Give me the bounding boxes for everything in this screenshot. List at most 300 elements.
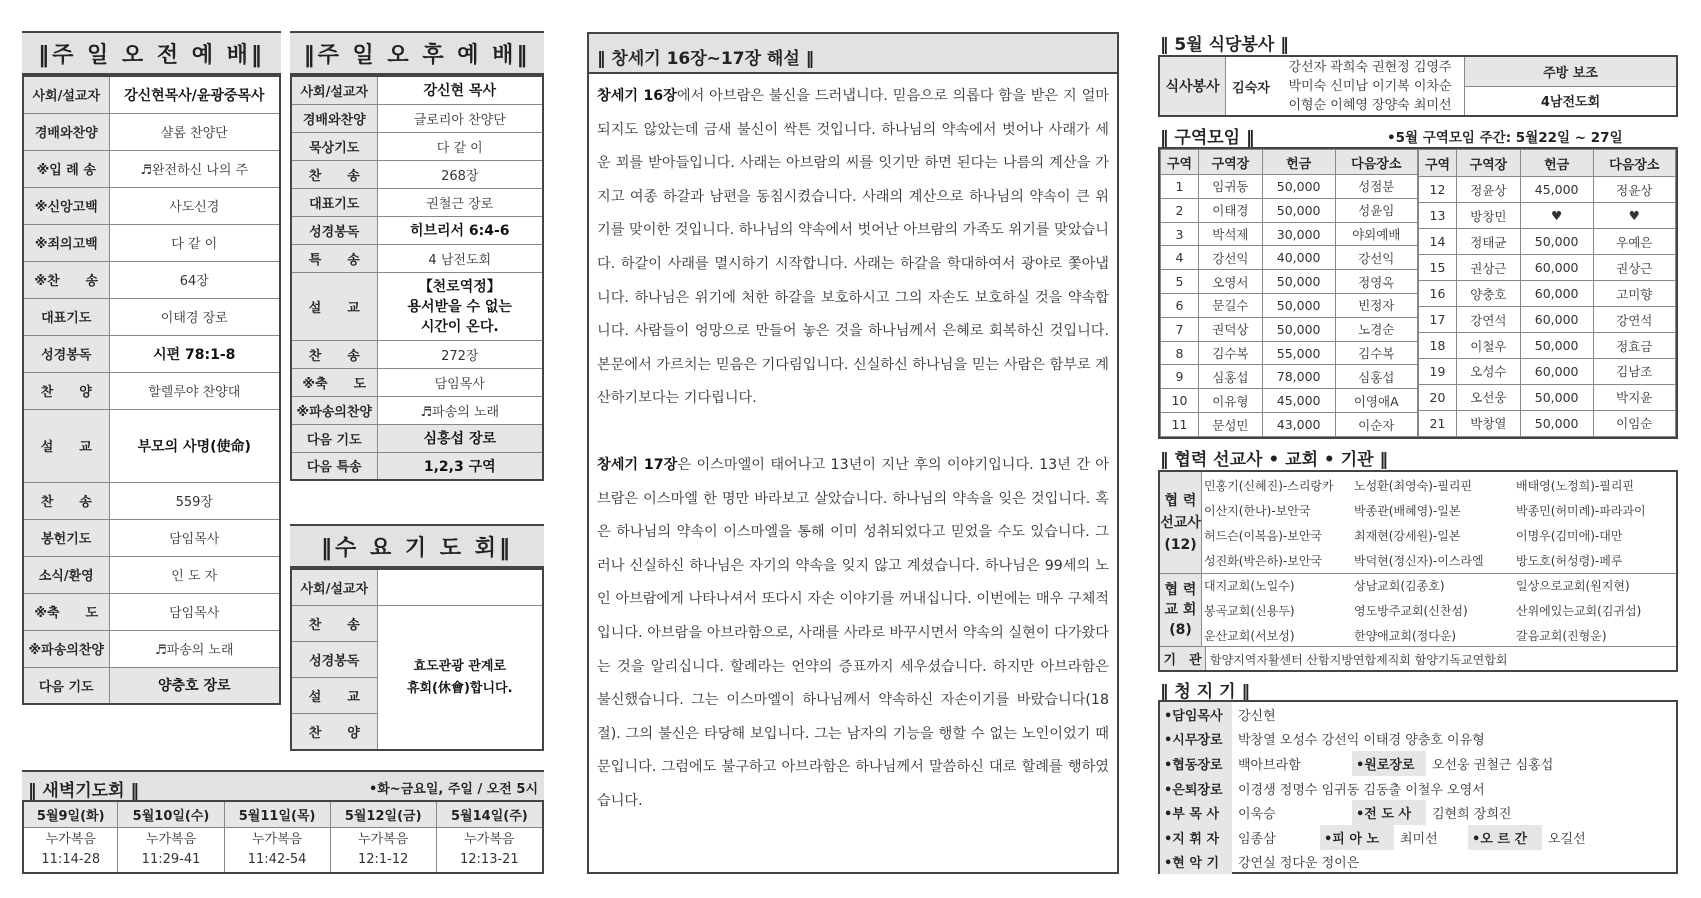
wed-note: 효도관광 관계로 휴회(休會)합니다. (377, 606, 543, 750)
row-label: 사회/설교자 (291, 76, 377, 104)
district-cell: 19 (1419, 359, 1457, 385)
row-label: 찬 양 (291, 713, 377, 750)
row-value: 담임목사 (109, 519, 280, 556)
dawn-refs-row (23, 827, 543, 873)
row-value: 272장 (377, 340, 543, 368)
dawn-book: 누가복음 (358, 831, 409, 847)
row-value: ♬파송의 노래 (109, 630, 280, 667)
district-row (1161, 246, 1418, 270)
cafeteria-name-line: 강선자 곽희숙 권현정 김영주 (1288, 60, 1452, 75)
district-row (1419, 203, 1676, 229)
district-row (1419, 255, 1676, 281)
district-cell: 5 (1161, 270, 1199, 294)
elders-role-label: •피 아 노 (1320, 825, 1394, 850)
elders-role-names: 최미선 (1400, 831, 1438, 847)
elders-role-label: •원로장로 (1352, 751, 1426, 776)
row-value: 사도신경 (109, 187, 280, 224)
dawn-day: 5월12일(금) (330, 801, 436, 827)
missionary-item: 노성환(최영숙)-필리핀 (1354, 478, 1473, 493)
district-row (1161, 294, 1418, 318)
district-cell: 노경순 (1335, 317, 1417, 341)
district-cell: 정효금 (1593, 333, 1675, 359)
district-row (1419, 333, 1676, 359)
row-label: 성경봉독 (291, 216, 377, 244)
elders-role-label: •오 르 간 (1468, 825, 1542, 850)
elders-row (1160, 776, 1676, 801)
commentary-paragraph-17 (597, 449, 1109, 819)
dawn-verse: 11:14-28 (41, 851, 101, 867)
elders-role-names: 박창열 오성수 강선익 이태경 양충호 이유형 (1238, 733, 1485, 749)
district-cell: 7 (1161, 317, 1199, 341)
district-cell: 강선익 (1335, 246, 1417, 270)
district-cell: 심홍섭 (1335, 365, 1417, 389)
elders-row (1160, 751, 1676, 776)
district-cell: ♥ (1593, 203, 1675, 229)
row-value: 인 도 자 (109, 556, 280, 593)
district-cell: 11 (1161, 413, 1199, 437)
district-row (1419, 229, 1676, 255)
district-cell: 문길수 (1199, 294, 1263, 318)
elders-role-names: 백아브라함 (1238, 757, 1301, 773)
wednesday-prayer-title: ‖수 요 기 도 회‖ (290, 524, 544, 568)
missionary-label: 협 력 선교사 (12) (1160, 472, 1202, 573)
service-row (291, 160, 543, 188)
dawn-prayer-table (22, 800, 544, 874)
service-row (23, 630, 280, 667)
row-value: 담임목사 (109, 593, 280, 630)
district-cell: 정영옥 (1335, 270, 1417, 294)
dawn-day: 5월11일(목) (224, 801, 330, 827)
district-cell: 권덕상 (1199, 317, 1263, 341)
service-row (291, 340, 543, 368)
row-value: 히브리서 6:4-6 (377, 216, 543, 244)
district-cell: 박창열 (1457, 410, 1521, 436)
commentary-box (587, 32, 1119, 874)
district-row (1161, 389, 1418, 413)
district-row (1161, 365, 1418, 389)
row-label: 묵상기도 (291, 132, 377, 160)
district-cell: 김수복 (1335, 341, 1417, 365)
commentary-body (589, 74, 1117, 818)
dawn-prayer-time: •화~금요일, 주일 / 오전 5시 (368, 782, 538, 797)
chapter-17-text: 은 이스마엘이 태어나고 13년이 지난 후의 이야기입니다. 13년 간 아브람은 이스마엘 한 명만 바라보고 살았습니다. 하나님의 약속을 잊은 것입니다. 혹은 하나님의 약속이 이스마엘을 통해 이미 성취되었다고 믿었을 수도 있습니다. 그러나 신실하신 하나님은 자기의 약속을 잊지 않고 계셨습니다. 하나님은 99세의 노인 아브람에게 나타나셔서 또다시 자손 이야기를 꺼내십니다. 이번에는 매우 구체적입니다. 아브람을 아브라함으로, 사래를 사라로 바꾸시면서 약속의 실현이 다가왔다는 것을 알리십니다. 할례라는 언약의 증표까지 세우셨습니다. 하지만 아브라함은 불신했습니다. 그는 이스마엘이 하나님께서 약속하신 자손이기를 바랐습니다(18절). 그의 불신은 타당해 보입니다. 그는 남자의 기능을 행할 수 없는 노인이었기 때문입니다. 그럼에도 불구하고 아브라함은 하나님께서 말씀하신 대로 할례를 행하였습니다. (597, 456, 1109, 809)
district-row (1161, 222, 1418, 246)
row-value: 다 같 이 (109, 224, 280, 261)
district-cell: 17 (1419, 307, 1457, 333)
elders-role-label: •지 휘 자 (1160, 825, 1232, 850)
district-cell: 18 (1419, 333, 1457, 359)
church-item: 일상으로교회(원지현) (1516, 578, 1630, 593)
row-value: 글로리아 찬양단 (377, 104, 543, 132)
missionary-item: 민홍기(신혜진)-스리랑카 (1204, 478, 1334, 493)
service-row (23, 150, 280, 187)
row-value: 1,2,3 구역 (377, 452, 543, 480)
missionary-item: 허드슨(이복음)-보안국 (1204, 528, 1323, 543)
row-value: 【천로역정】 용서받을 수 없는 시간이 온다. (377, 272, 543, 340)
org-list: 함양지역자활센터 산함지방연합제직회 함양기독교연합회 (1210, 653, 1508, 667)
district-cell: 권상근 (1593, 255, 1675, 281)
dawn-book: 누가복음 (464, 831, 515, 847)
row-label: 다음 특송 (291, 452, 377, 480)
district-header: 구역 (1419, 150, 1457, 177)
service-row (23, 519, 280, 556)
dawn-reference (23, 827, 118, 873)
district-cell: 43,000 (1262, 413, 1335, 437)
district-row (1161, 413, 1418, 437)
district-row (1161, 270, 1418, 294)
row-label: ※파송의찬양 (23, 630, 109, 667)
district-cell: 50,000 (1262, 198, 1335, 222)
row-value: 이태경 장로 (109, 298, 280, 335)
service-row (291, 216, 543, 244)
district-row (1161, 175, 1418, 199)
row-label: 설 교 (23, 409, 109, 482)
mission-title: ‖ 협력 선교사 • 교회 • 기관 ‖ (1160, 450, 1388, 470)
district-cell: 50,000 (1262, 175, 1335, 199)
row-label: 대표기도 (23, 298, 109, 335)
district-header: 다음장소 (1593, 150, 1675, 177)
district-row (1419, 307, 1676, 333)
district-cell: 14 (1419, 229, 1457, 255)
elders-role-names: 이경생 정명수 임귀동 김동출 이철우 오영서 (1238, 782, 1485, 798)
afternoon-service-title: ‖주 일 오 후 예 배‖ (290, 31, 544, 75)
district-cell: 양충호 (1457, 281, 1521, 307)
row-label: 다음 기도 (291, 424, 377, 452)
row-value: 할렐루야 찬양대 (109, 372, 280, 409)
service-row (291, 244, 543, 272)
elders-role-names: 강연실 정다운 정이은 (1238, 856, 1360, 872)
row-label: 다음 기도 (23, 667, 109, 704)
district-cell: 강연석 (1457, 307, 1521, 333)
district-cell: 정태균 (1457, 229, 1521, 255)
cafeteria-names (1276, 57, 1464, 115)
district-cell: 6 (1161, 294, 1199, 318)
service-row (291, 132, 543, 160)
district-cell: 정윤상 (1457, 177, 1521, 203)
row-label: ※찬 송 (23, 261, 109, 298)
cafeteria-label: 식사봉사 (1160, 57, 1226, 115)
elders-role-names: 이욱승 (1238, 807, 1276, 823)
elders-role-names: 강신현 (1238, 708, 1276, 724)
row-value: 4 남전도회 (377, 244, 543, 272)
district-cell: 60,000 (1520, 255, 1593, 281)
district-row (1419, 410, 1676, 436)
elders-role-names: 오길선 (1548, 831, 1586, 847)
district-row (1161, 198, 1418, 222)
missionary-item: 이산지(한나)-보안국 (1204, 503, 1311, 518)
row-label: 사회/설교자 (291, 569, 377, 606)
row-label: 성경봉독 (291, 642, 377, 678)
district-header: 구역장 (1199, 150, 1263, 175)
row-label: ※입 례 송 (23, 150, 109, 187)
elders-role-label: •담임목사 (1160, 702, 1232, 727)
dawn-reference (224, 827, 330, 873)
district-cell: 문성민 (1199, 413, 1263, 437)
district-cell: 50,000 (1262, 270, 1335, 294)
commentary-title: ‖ 창세기 16장~17장 해설 ‖ (589, 34, 1117, 74)
district-cell: 이임순 (1593, 410, 1675, 436)
district-cell: 임귀동 (1199, 175, 1263, 199)
district-cell: 야외예배 (1335, 222, 1417, 246)
row-label: 찬 송 (291, 340, 377, 368)
district-cell: 50,000 (1520, 333, 1593, 359)
district-row (1161, 317, 1418, 341)
district-table-right (1418, 149, 1676, 437)
row-label: 설 교 (291, 272, 377, 340)
district-cell: 권상근 (1457, 255, 1521, 281)
service-row (23, 667, 280, 704)
service-row (291, 272, 543, 340)
district-box (1158, 147, 1678, 439)
dawn-prayer-title: ‖ 새벽기도회 ‖ (28, 781, 139, 801)
wednesday-prayer-table (290, 568, 544, 751)
district-row (1419, 177, 1676, 203)
kitchen-group: 4남전도회 (1540, 95, 1601, 111)
district-row (1419, 359, 1676, 385)
district-cell: 50,000 (1520, 229, 1593, 255)
row-value: 시편 78:1-8 (109, 335, 280, 372)
dawn-reference (330, 827, 436, 873)
district-row (1419, 281, 1676, 307)
missionary-item: 박종관(배혜영)-일본 (1354, 503, 1461, 518)
morning-service-table (22, 75, 281, 705)
district-cell: 9 (1161, 365, 1199, 389)
row-value: 심홍섭 장로 (377, 424, 543, 452)
row-value: 강신현 목사 (377, 76, 543, 104)
dawn-verse: 11:42-54 (247, 851, 307, 867)
row-label: 소식/환영 (23, 556, 109, 593)
row-value (377, 569, 543, 606)
district-cell: 45,000 (1520, 177, 1593, 203)
dawn-reference (436, 827, 543, 873)
district-cell: 21 (1419, 410, 1457, 436)
dawn-prayer-header (22, 770, 544, 800)
district-cell: 성윤임 (1335, 198, 1417, 222)
district-cell: 50,000 (1262, 317, 1335, 341)
church-list (1202, 574, 1676, 646)
cafeteria-name-line: 박미숙 신미남 이기복 이차순 (1288, 79, 1452, 94)
row-value: 268장 (377, 160, 543, 188)
district-cell: 김수복 (1199, 341, 1263, 365)
church-item: 영도방주교회(신찬섬) (1354, 603, 1468, 618)
row-label: ※파송의찬양 (291, 396, 377, 424)
missionary-item: 최재현(강세원)-일본 (1354, 528, 1461, 543)
district-cell: 강선익 (1199, 246, 1263, 270)
district-table-left (1160, 149, 1418, 437)
district-cell: 이태경 (1199, 198, 1263, 222)
row-value: 권철근 장로 (377, 188, 543, 216)
elders-row (1160, 825, 1676, 850)
missionary-item: 박종민(허미례)-파라과이 (1516, 503, 1646, 518)
wed-row (291, 606, 543, 642)
elders-role-label: •전 도 사 (1352, 800, 1426, 825)
row-label: 찬 송 (291, 160, 377, 188)
district-cell: 우예은 (1593, 229, 1675, 255)
church-item: 갈음교회(진형운) (1516, 628, 1607, 643)
row-label: 찬 송 (291, 606, 377, 642)
district-cell: 30,000 (1262, 222, 1335, 246)
service-row (291, 396, 543, 424)
row-label: 사회/설교자 (23, 76, 109, 113)
district-cell: 13 (1419, 203, 1457, 229)
service-row (23, 187, 280, 224)
district-cell: 심홍섭 (1199, 365, 1263, 389)
missionary-list (1202, 472, 1676, 573)
district-cell: 45,000 (1262, 389, 1335, 413)
elders-role-names: 오선웅 권철근 심홍섭 (1432, 757, 1554, 773)
row-label: 경배와찬양 (291, 104, 377, 132)
row-value: 부모의 사명(使命) (109, 409, 280, 482)
district-cell: 40,000 (1262, 246, 1335, 270)
district-cell: 이순자 (1335, 413, 1417, 437)
service-row (291, 368, 543, 396)
district-cell: 이영애A (1335, 389, 1417, 413)
cafeteria-name-line: 이형순 이혜영 장양숙 최미선 (1288, 98, 1452, 113)
church-item: 봉곡교회(신용두) (1204, 603, 1295, 618)
church-item: 상남교회(김종호) (1354, 578, 1445, 593)
service-row (23, 335, 280, 372)
district-cell: 1 (1161, 175, 1199, 199)
district-cell: 오선웅 (1457, 384, 1521, 410)
district-cell: 이철우 (1457, 333, 1521, 359)
district-cell: 78,000 (1262, 365, 1335, 389)
dawn-day: 5월9일(화) (23, 801, 118, 827)
service-row (23, 556, 280, 593)
elders-role-label: •협동장로 (1160, 751, 1232, 776)
district-period: •5월 구역모임 주간: 5월22일 ~ 27일 (1387, 130, 1623, 146)
service-row (23, 593, 280, 630)
elders-box (1158, 700, 1678, 874)
service-row (23, 113, 280, 150)
service-row (23, 482, 280, 519)
church-item: 산위에있는교회(김귀섭) (1516, 603, 1642, 618)
cafeteria-leader: 김숙자 (1232, 80, 1270, 96)
district-cell: 8 (1161, 341, 1199, 365)
district-cell: 55,000 (1262, 341, 1335, 365)
district-cell: 오영서 (1199, 270, 1263, 294)
service-row (23, 224, 280, 261)
cafeteria-box (1158, 55, 1678, 117)
district-cell: 60,000 (1520, 281, 1593, 307)
elders-role-names: 임종삼 (1238, 831, 1276, 847)
wed-row (291, 569, 543, 606)
district-cell: 50,000 (1520, 384, 1593, 410)
district-cell: 빈정자 (1335, 294, 1417, 318)
district-cell: 15 (1419, 255, 1457, 281)
service-row (291, 424, 543, 452)
dawn-book: 누가복음 (145, 831, 197, 847)
district-cell: 12 (1419, 177, 1457, 203)
district-cell: 강연석 (1593, 307, 1675, 333)
district-cell: 60,000 (1520, 307, 1593, 333)
district-header: 구역 (1161, 150, 1199, 175)
row-value: 64장 (109, 261, 280, 298)
district-cell: 정윤상 (1593, 177, 1675, 203)
district-cell: 김남조 (1593, 359, 1675, 385)
chapter-17-heading: 창세기 17장 (597, 456, 678, 473)
district-header: 구역장 (1457, 150, 1521, 177)
dawn-verse: 12:13-21 (460, 851, 519, 867)
row-value: ♬완전하신 나의 주 (109, 150, 280, 187)
commentary-paragraph-16 (597, 80, 1109, 416)
elders-role-label: •현 악 기 (1160, 850, 1232, 875)
row-value: 다 같 이 (377, 132, 543, 160)
elders-row (1160, 800, 1676, 825)
district-cell: 이유형 (1199, 389, 1263, 413)
dawn-day: 5월14일(주) (436, 801, 543, 827)
elders-row (1160, 850, 1676, 875)
row-label: 성경봉독 (23, 335, 109, 372)
district-cell: 성점분 (1335, 175, 1417, 199)
elders-row (1160, 727, 1676, 752)
district-cell: 16 (1419, 281, 1457, 307)
elders-row (1160, 702, 1676, 727)
district-header: 다음장소 (1335, 150, 1417, 175)
service-row (23, 409, 280, 482)
district-header-row (1419, 150, 1676, 177)
district-header: 헌금 (1262, 150, 1335, 175)
dawn-book: 누가복음 (45, 831, 96, 847)
service-row (291, 188, 543, 216)
elders-title: ‖ 청 지 기 ‖ (1160, 682, 1250, 702)
district-cell: 고미향 (1593, 281, 1675, 307)
service-row (291, 104, 543, 132)
row-label: ※신앙고백 (23, 187, 109, 224)
row-label: ※죄의고백 (23, 224, 109, 261)
org-label: 기 관 (1160, 647, 1206, 670)
missionary-item: 방도호(허성령)-페루 (1516, 553, 1623, 568)
district-cell: 오성수 (1457, 359, 1521, 385)
district-cell: 20 (1419, 384, 1457, 410)
service-row (23, 372, 280, 409)
missionary-item: 박덕현(정신자)-이스라엘 (1354, 553, 1484, 568)
mission-box (1158, 470, 1678, 672)
row-label: 찬 양 (23, 372, 109, 409)
district-cell: 2 (1161, 198, 1199, 222)
row-value: 559장 (109, 482, 280, 519)
district-cell: 50,000 (1262, 294, 1335, 318)
row-label: ※축 도 (23, 593, 109, 630)
district-cell: 방창민 (1457, 203, 1521, 229)
kitchen-label: 주방 보조 (1465, 57, 1676, 87)
dawn-reference (118, 827, 224, 873)
district-cell: 60,000 (1520, 359, 1593, 385)
dawn-day: 5월10일(수) (118, 801, 224, 827)
service-row (23, 298, 280, 335)
row-value: 담임목사 (377, 368, 543, 396)
district-cell: 박지윤 (1593, 384, 1675, 410)
row-value: 양충호 장로 (109, 667, 280, 704)
service-row (291, 76, 543, 104)
dawn-days-row (23, 801, 543, 827)
district-cell: 50,000 (1520, 410, 1593, 436)
church-label: 협 력 교 회 (8) (1160, 574, 1202, 646)
row-value: ♬파송의 노래 (377, 396, 543, 424)
elders-role-label: •시무장로 (1160, 727, 1232, 752)
row-value: 샬롬 찬양단 (109, 113, 280, 150)
afternoon-service-table (290, 75, 544, 481)
row-label: 봉헌기도 (23, 519, 109, 556)
district-cell: 박석제 (1199, 222, 1263, 246)
service-row (291, 452, 543, 480)
church-item: 대지교회(노일수) (1204, 578, 1295, 593)
missionary-item: 배태영(노정희)-필리핀 (1516, 478, 1635, 493)
district-cell: 10 (1161, 389, 1199, 413)
church-item: 한양애교회(정다운) (1354, 628, 1457, 643)
church-item: 운산교회(서보성) (1204, 628, 1295, 643)
row-value: 강신현목사/윤광중목사 (109, 76, 280, 113)
row-label: 찬 송 (23, 482, 109, 519)
